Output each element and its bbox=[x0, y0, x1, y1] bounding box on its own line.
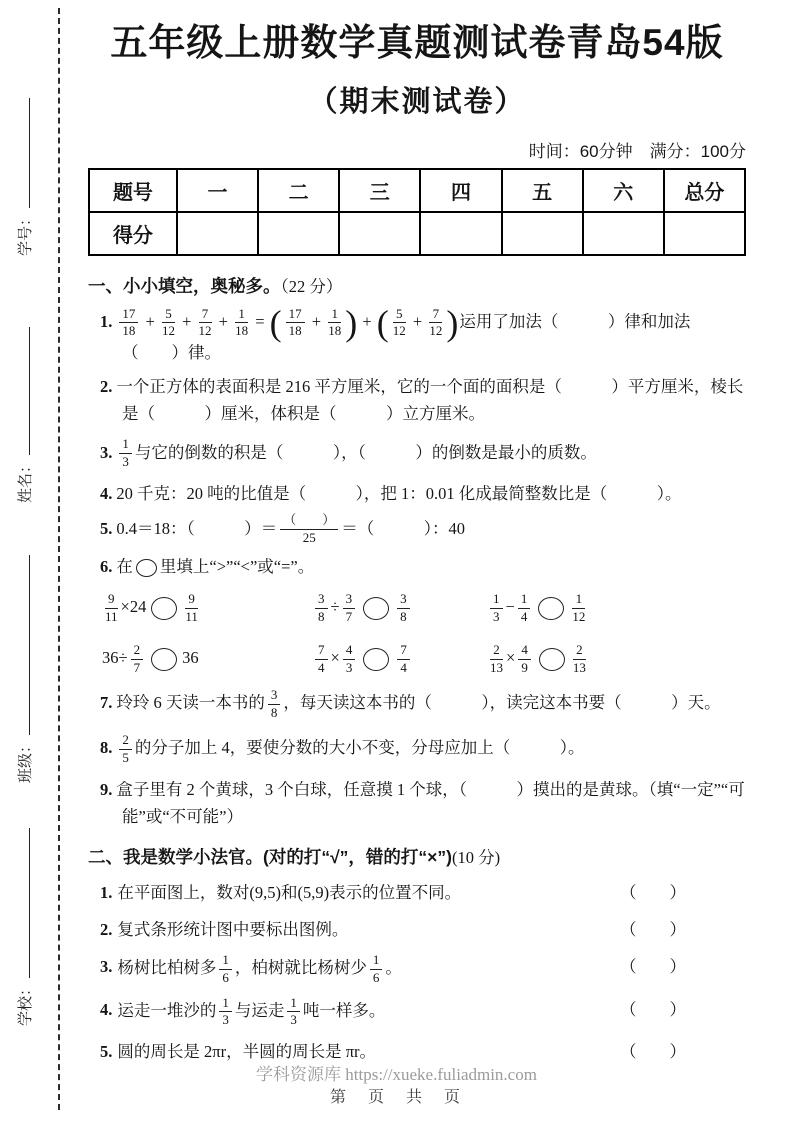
score-table bbox=[88, 168, 746, 256]
compare-item: $\frac{2}{13}$ × $\frac{4}{9}$ $\frac{2}{13}$ bbox=[490, 642, 586, 675]
question-9 bbox=[100, 776, 746, 830]
score-cell bbox=[177, 212, 258, 255]
tf-statement: 圆的周长是 2πr，半圆的周长是 πr。 bbox=[117, 1042, 377, 1062]
seal-blank-line bbox=[25, 327, 30, 455]
question-number: 8. bbox=[100, 738, 113, 758]
score-cell bbox=[339, 212, 420, 255]
compare-item: $\frac{9}{11}$ ×24 $\frac{9}{11}$ bbox=[105, 591, 198, 625]
tf-statement: 在平面图上，数对(9,5)和(5,9)表示的位置不同。 bbox=[117, 882, 462, 902]
footer-page-number: 第 页 共 页 bbox=[329, 1089, 463, 1106]
question-number: 5. bbox=[100, 518, 113, 538]
compare-circle-icon bbox=[363, 648, 389, 671]
question-number: 7. bbox=[100, 693, 113, 713]
compare-circle-icon bbox=[539, 648, 565, 671]
question-body: $\frac{1}{3}$ 与它的倒数的积是（ ），（ ）的倒数是最小的质数。 bbox=[116, 443, 597, 462]
big-paren: ( bbox=[269, 302, 282, 343]
question-body: 盒子里有 2 个黄球，3 个白球，任意摸 1 个球，（ ）摸出的是黄球。（填“一定”“可能”或“不可能”） bbox=[116, 779, 745, 826]
score-cell bbox=[420, 212, 501, 255]
fraction: $\frac{1}{3}$ bbox=[287, 996, 300, 1029]
score-table-col: 总分 bbox=[664, 169, 745, 212]
fraction: $\frac{7}{12}$ bbox=[198, 305, 212, 339]
tf-number: 2. bbox=[100, 919, 113, 939]
fraction: $\frac{1}{18}$ bbox=[235, 305, 249, 339]
seal-label-student-id: 学号： bbox=[18, 210, 34, 256]
big-paren: ) bbox=[446, 302, 459, 343]
section-2-points: (10 分) bbox=[451, 847, 501, 867]
question-number: 4. bbox=[100, 484, 113, 504]
section-1-points: （22 分） bbox=[280, 276, 343, 296]
fraction: $\frac{3}{8}$ bbox=[315, 592, 328, 625]
fraction: $\frac{7}{4}$ bbox=[315, 643, 328, 676]
score-cell bbox=[664, 212, 745, 255]
tf-number: 5. bbox=[100, 1042, 113, 1062]
compare-circle-icon bbox=[363, 597, 389, 620]
question-5 bbox=[100, 513, 746, 546]
tf-item-1 bbox=[100, 879, 746, 906]
question-body: 玲玲 6 天读一本书的 $\frac{3}{8}$ ，每天读这本书的（ ），读完这本书要（ ）天。 bbox=[116, 686, 721, 720]
tf-statement: 复式条形统计图中要标出图例。 bbox=[117, 919, 349, 939]
question-body: 20 千克：20 吨的比值是（ ），把 1：0.01 化成最简整数比是（ ）。 bbox=[116, 484, 682, 504]
seal-dashed-line bbox=[58, 8, 60, 1110]
score-table-header-row bbox=[89, 169, 745, 212]
seal-field-school bbox=[14, 828, 35, 1026]
fraction: $\frac{2}{13}$ bbox=[490, 642, 503, 675]
seal-blank-line bbox=[25, 828, 30, 978]
fraction: $\frac{9}{11}$ bbox=[105, 591, 118, 625]
question-number: 2. bbox=[100, 377, 113, 397]
fraction: $\frac{1}{18}$ bbox=[328, 305, 342, 339]
compare-item: $\frac{7}{4}$ × $\frac{4}{3}$ $\frac{7}{4}$ bbox=[312, 643, 487, 676]
tf-number: 1. bbox=[100, 882, 113, 902]
tf-item-2 bbox=[100, 916, 746, 943]
fraction: $\frac{2}{5}$ bbox=[119, 733, 132, 766]
score-table-corner: 题号 bbox=[89, 169, 177, 212]
fraction: $\frac{2}{13}$ bbox=[572, 642, 586, 675]
question-body: 在 里填上“>”“<”或“=”。 bbox=[116, 557, 315, 577]
score-cell bbox=[583, 212, 664, 255]
tf-statement: 运走一堆沙的 $\frac{1}{3}$ 与运走 $\frac{1}{3}$ 吨一样多。 bbox=[117, 994, 386, 1028]
fraction: $\frac{3}{8}$ bbox=[397, 592, 410, 625]
fraction: $\frac{1}{3}$ bbox=[219, 996, 232, 1029]
tf-statement: 杨树比柏树多 $\frac{1}{6}$ ，柏树就比杨树少 $\frac{1}{6}$ 。 bbox=[117, 951, 402, 985]
fraction: $\frac{2}{7}$ bbox=[131, 643, 144, 676]
test-paper bbox=[88, 22, 746, 1065]
tf-answer-blank: （ ） bbox=[620, 956, 686, 976]
question-7 bbox=[100, 688, 746, 721]
question-body: 0.4＝18：（ ）＝ $\frac{( )}{25}$ ＝（ ）：40 bbox=[116, 512, 466, 546]
time-score-meta: 时间：60分钟 满分：100分 bbox=[528, 141, 746, 161]
question-8 bbox=[100, 733, 746, 766]
tf-number: 4. bbox=[100, 999, 113, 1019]
fraction: $\frac{1}{3}$ bbox=[490, 592, 503, 625]
fraction: $\frac{7}{4}$ bbox=[397, 643, 410, 676]
footer-source: 学科资源库 https://xueke.fuliadmin.com bbox=[256, 1065, 537, 1084]
question-2 bbox=[100, 373, 746, 427]
fraction: $\frac{5}{12}$ bbox=[392, 305, 406, 339]
tf-answer-blank: （ ） bbox=[620, 999, 686, 1019]
section-1-title: 一、小小填空，奥秘多。 bbox=[88, 275, 281, 296]
section-2-title: 二、我是数学小法官。(对的打“√”，错的打“×”) bbox=[88, 846, 452, 867]
tf-answer-blank: （ ） bbox=[620, 882, 686, 902]
compare-item: $\frac{1}{3}$ − $\frac{1}{4}$ $\frac{1}{12}$ bbox=[487, 592, 746, 625]
question-6 bbox=[100, 553, 746, 580]
score-table-col: 五 bbox=[502, 169, 583, 212]
question-body: $\frac{2}{5}$ 的分子加上 4，要使分数的大小不变，分母应加上（ ）。 bbox=[116, 738, 584, 757]
question-number: 9. bbox=[100, 779, 113, 799]
compare-circle-icon bbox=[136, 559, 157, 577]
section-2-heading bbox=[88, 844, 746, 869]
compare-circle-icon bbox=[538, 597, 564, 620]
question-number: 1. bbox=[100, 311, 113, 331]
fraction: $\frac{17}{18}$ bbox=[119, 307, 138, 340]
seal-field-name bbox=[14, 327, 35, 503]
big-paren: ) bbox=[345, 302, 358, 343]
score-row-label: 得分 bbox=[89, 212, 177, 255]
seal-blank-line bbox=[25, 98, 30, 208]
question-3 bbox=[100, 437, 746, 470]
tf-number: 3. bbox=[100, 956, 113, 976]
compare-circle-icon bbox=[151, 648, 177, 671]
question-4 bbox=[100, 480, 746, 507]
fraction: $\frac{1}{6}$ bbox=[219, 953, 232, 986]
fraction: $\frac{4}{9}$ bbox=[518, 643, 531, 676]
big-paren: ( bbox=[376, 302, 389, 343]
section-1-heading bbox=[88, 273, 746, 298]
seal-label-name: 姓名： bbox=[18, 457, 34, 503]
tf-answer-blank: （ ） bbox=[620, 1042, 686, 1062]
seal-label-school: 学校： bbox=[18, 980, 34, 1026]
tf-answer-blank: （ ） bbox=[620, 919, 686, 939]
fraction: $\frac{1}{4}$ bbox=[518, 592, 531, 625]
fraction: $\frac{7}{12}$ bbox=[429, 305, 443, 339]
score-cell bbox=[258, 212, 339, 255]
score-table-col: 二 bbox=[258, 169, 339, 212]
seal-blank-line bbox=[25, 555, 30, 735]
score-table-col: 四 bbox=[420, 169, 501, 212]
question-body: $\frac{17}{18}$ + $\frac{5}{12}$ + $\frac{7}{12}$ + $\frac{1}{18}$ = ( $\frac{17}{18}$ + $\frac{1}{18}$ ) + ( $\frac{5}{12}$ + $\frac{7}{12}$ )运用了加法（ ）律和加法 （ ）律。 bbox=[116, 312, 690, 363]
fraction: $\frac{17}{18}$ bbox=[286, 307, 305, 340]
tf-item-3 bbox=[100, 953, 746, 986]
question-body: 一个正方体的表面积是 216 平方厘米，它的一个面的面积是（ ）平方厘米，棱长是（ ）厘米，体积是（ ）立方厘米。 bbox=[116, 377, 744, 424]
fraction: $\frac{4}{3}$ bbox=[343, 643, 356, 676]
page-title: 五年级上册数学真题测试卷青岛54版 bbox=[110, 22, 724, 63]
fraction: $\frac{1}{6}$ bbox=[370, 953, 383, 986]
compare-circle-icon bbox=[151, 597, 177, 620]
score-table-col: 三 bbox=[339, 169, 420, 212]
tf-item-4 bbox=[100, 996, 746, 1029]
score-table-col: 六 bbox=[583, 169, 664, 212]
fraction: $\frac{1}{3}$ bbox=[119, 437, 132, 470]
compare-item: 36÷ $\frac{2}{7}$ 36 bbox=[102, 642, 199, 675]
score-table-col: 一 bbox=[177, 169, 258, 212]
fraction: $\frac{5}{12}$ bbox=[161, 305, 175, 339]
score-cell bbox=[502, 212, 583, 255]
fraction: $\frac{3}{7}$ bbox=[343, 592, 356, 625]
fraction: $\frac{3}{8}$ bbox=[268, 688, 281, 721]
seal-field-student-id bbox=[14, 98, 35, 256]
seal-label-class: 班级： bbox=[18, 737, 34, 783]
seal-field-class bbox=[14, 555, 35, 783]
page-subtitle: （期末测试卷） bbox=[308, 85, 526, 118]
question-number: 3. bbox=[100, 442, 113, 462]
score-table-score-row bbox=[89, 212, 745, 255]
fraction: $\frac{1}{12}$ bbox=[572, 591, 586, 625]
question-number: 6. bbox=[100, 557, 113, 577]
compare-item: $\frac{3}{8}$ ÷ $\frac{3}{7}$ $\frac{3}{8}$ bbox=[312, 592, 487, 625]
question-1 bbox=[100, 302, 746, 367]
fraction: $\frac{( )}{25}$ bbox=[280, 513, 338, 546]
fraction: $\frac{9}{11}$ bbox=[185, 591, 198, 625]
question-6-grid bbox=[102, 592, 746, 676]
